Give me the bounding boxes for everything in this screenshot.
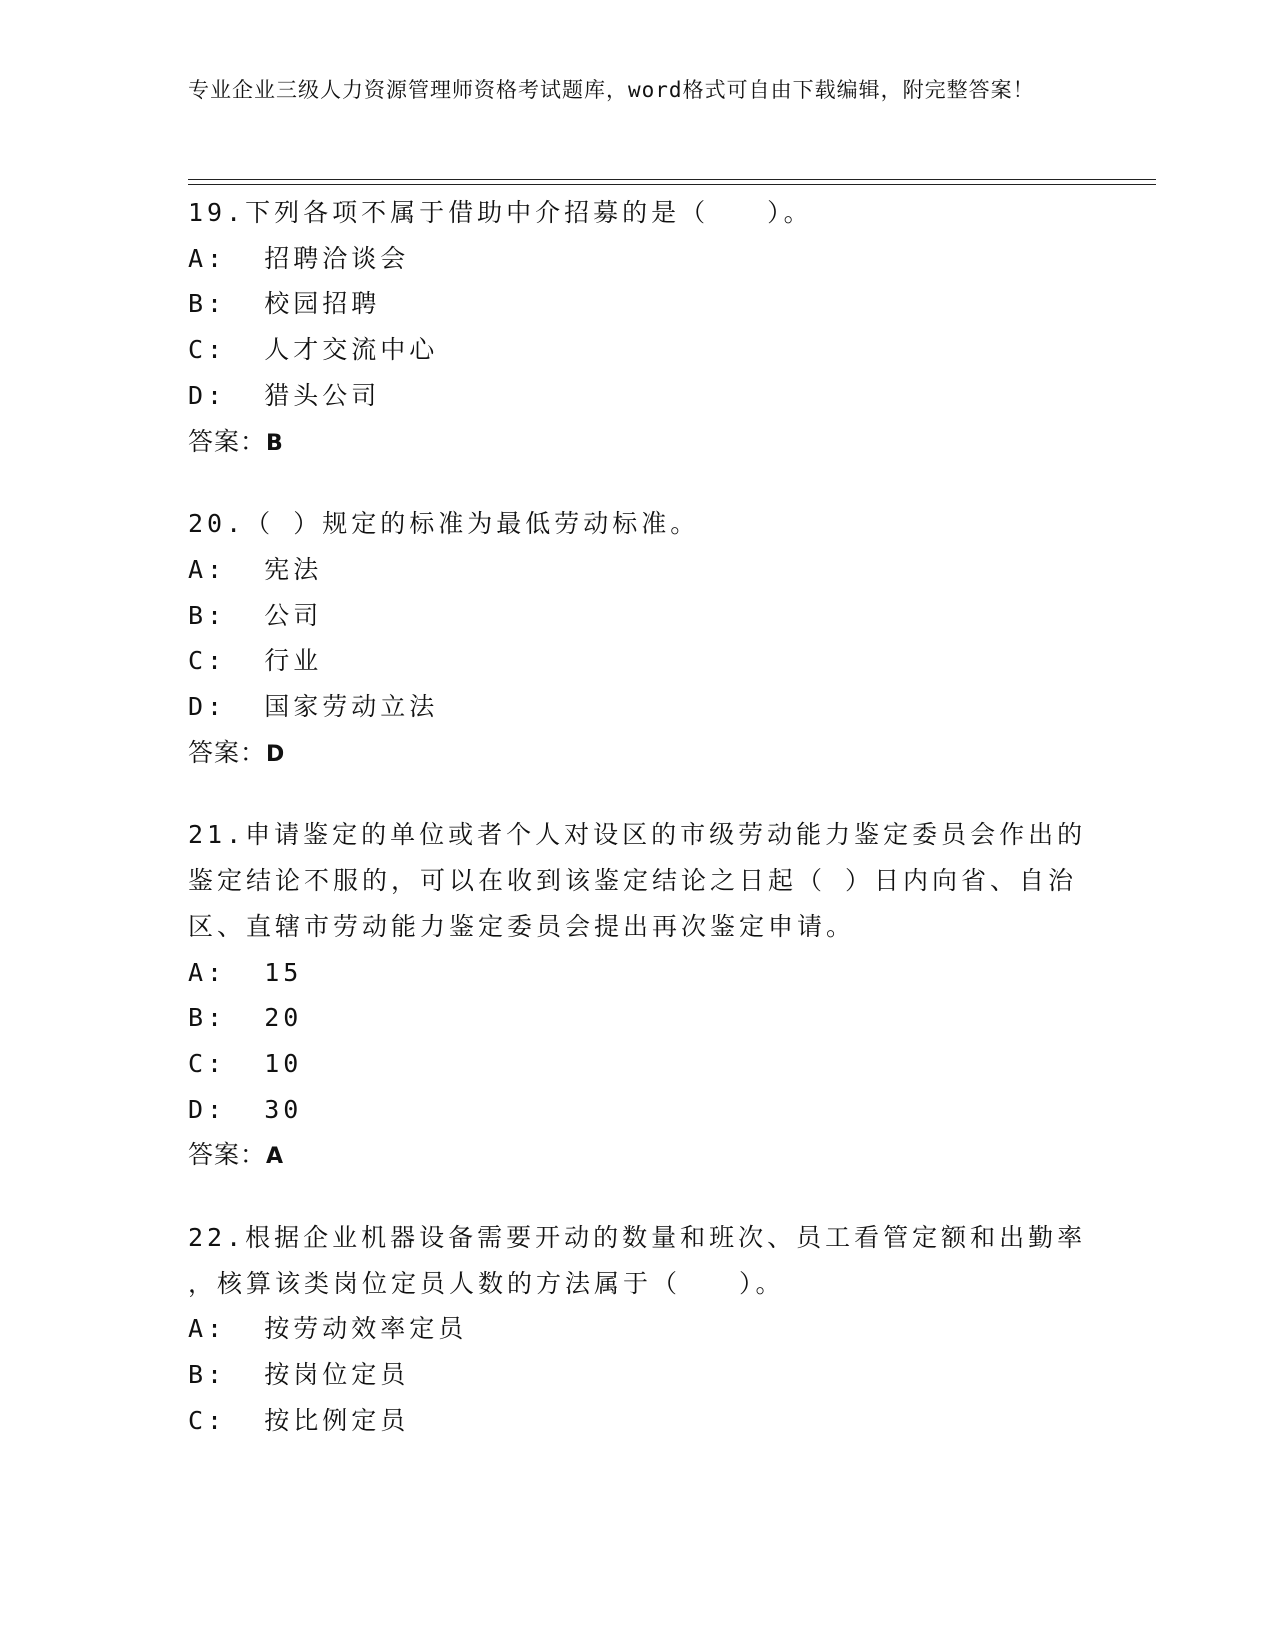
answer-value: A [266,1144,285,1170]
option-b: B: 校园招聘 [188,289,381,319]
question-stem-line-2: 鉴定结论不服的，可以在收到该鉴定结论之日起（ ）日内向省、自治 [188,866,1078,896]
answer-label: 答案： [188,426,267,456]
option-a: A: 招聘洽谈会 [188,243,410,273]
header-text: 专业企业三级人力资源管理师资格考试题库，word格式可自由下载编辑，附完整答案！ [188,78,1035,102]
question-22 [188,1215,1088,1444]
answer-label: 答案： [188,737,267,767]
header-divider-bottom [188,184,1156,185]
question-21 [188,812,1088,1180]
answer [188,1132,1088,1180]
option-d: D: 30 [188,1094,303,1124]
option-c: C: 10 [188,1048,303,1078]
question-stem: 19.下列各项不属于借助中介招募的是（ ）。 [188,198,813,227]
option-a: A: 宪法 [188,554,323,584]
answer-value: D [266,741,286,767]
question-stem-line-1: 21.申请鉴定的单位或者个人对设区的市级劳动能力鉴定委员会作出的 [188,820,1087,850]
document-header [188,74,1068,106]
option-d: D: 国家劳动立法 [188,692,439,722]
option-c: C: 行业 [188,646,323,676]
option-b: B: 按岗位定员 [188,1360,410,1390]
answer [188,419,1088,467]
option-b: B: 20 [188,1003,303,1033]
option-b: B: 公司 [188,600,323,630]
option-a: A: 15 [188,957,303,987]
answer-label: 答案： [188,1140,267,1170]
option-d: D: 猎头公司 [188,380,381,410]
header-divider-top [188,179,1156,180]
question-stem-line-2: ，核算该类岗位定员人数的方法属于（ ）。 [188,1268,785,1298]
option-c: C: 人才交流中心 [188,335,439,365]
question-stem-line-3: 区、直辖市劳动能力鉴定委员会提出再次鉴定申请。 [188,911,856,941]
answer-value: B [266,430,284,456]
question-stem: 20.（ ）规定的标准为最低劳动标准。 [188,509,700,539]
question-stem-line-1: 22.根据企业机器设备需要开动的数量和班次、员工看管定额和出勤率 [188,1223,1087,1253]
question-20 [188,501,1088,777]
question-19 [188,190,1088,466]
option-c: C: 按比例定员 [188,1405,410,1435]
answer [188,730,1088,778]
option-a: A: 按劳动效率定员 [188,1314,468,1344]
question-list [188,190,1088,1479]
